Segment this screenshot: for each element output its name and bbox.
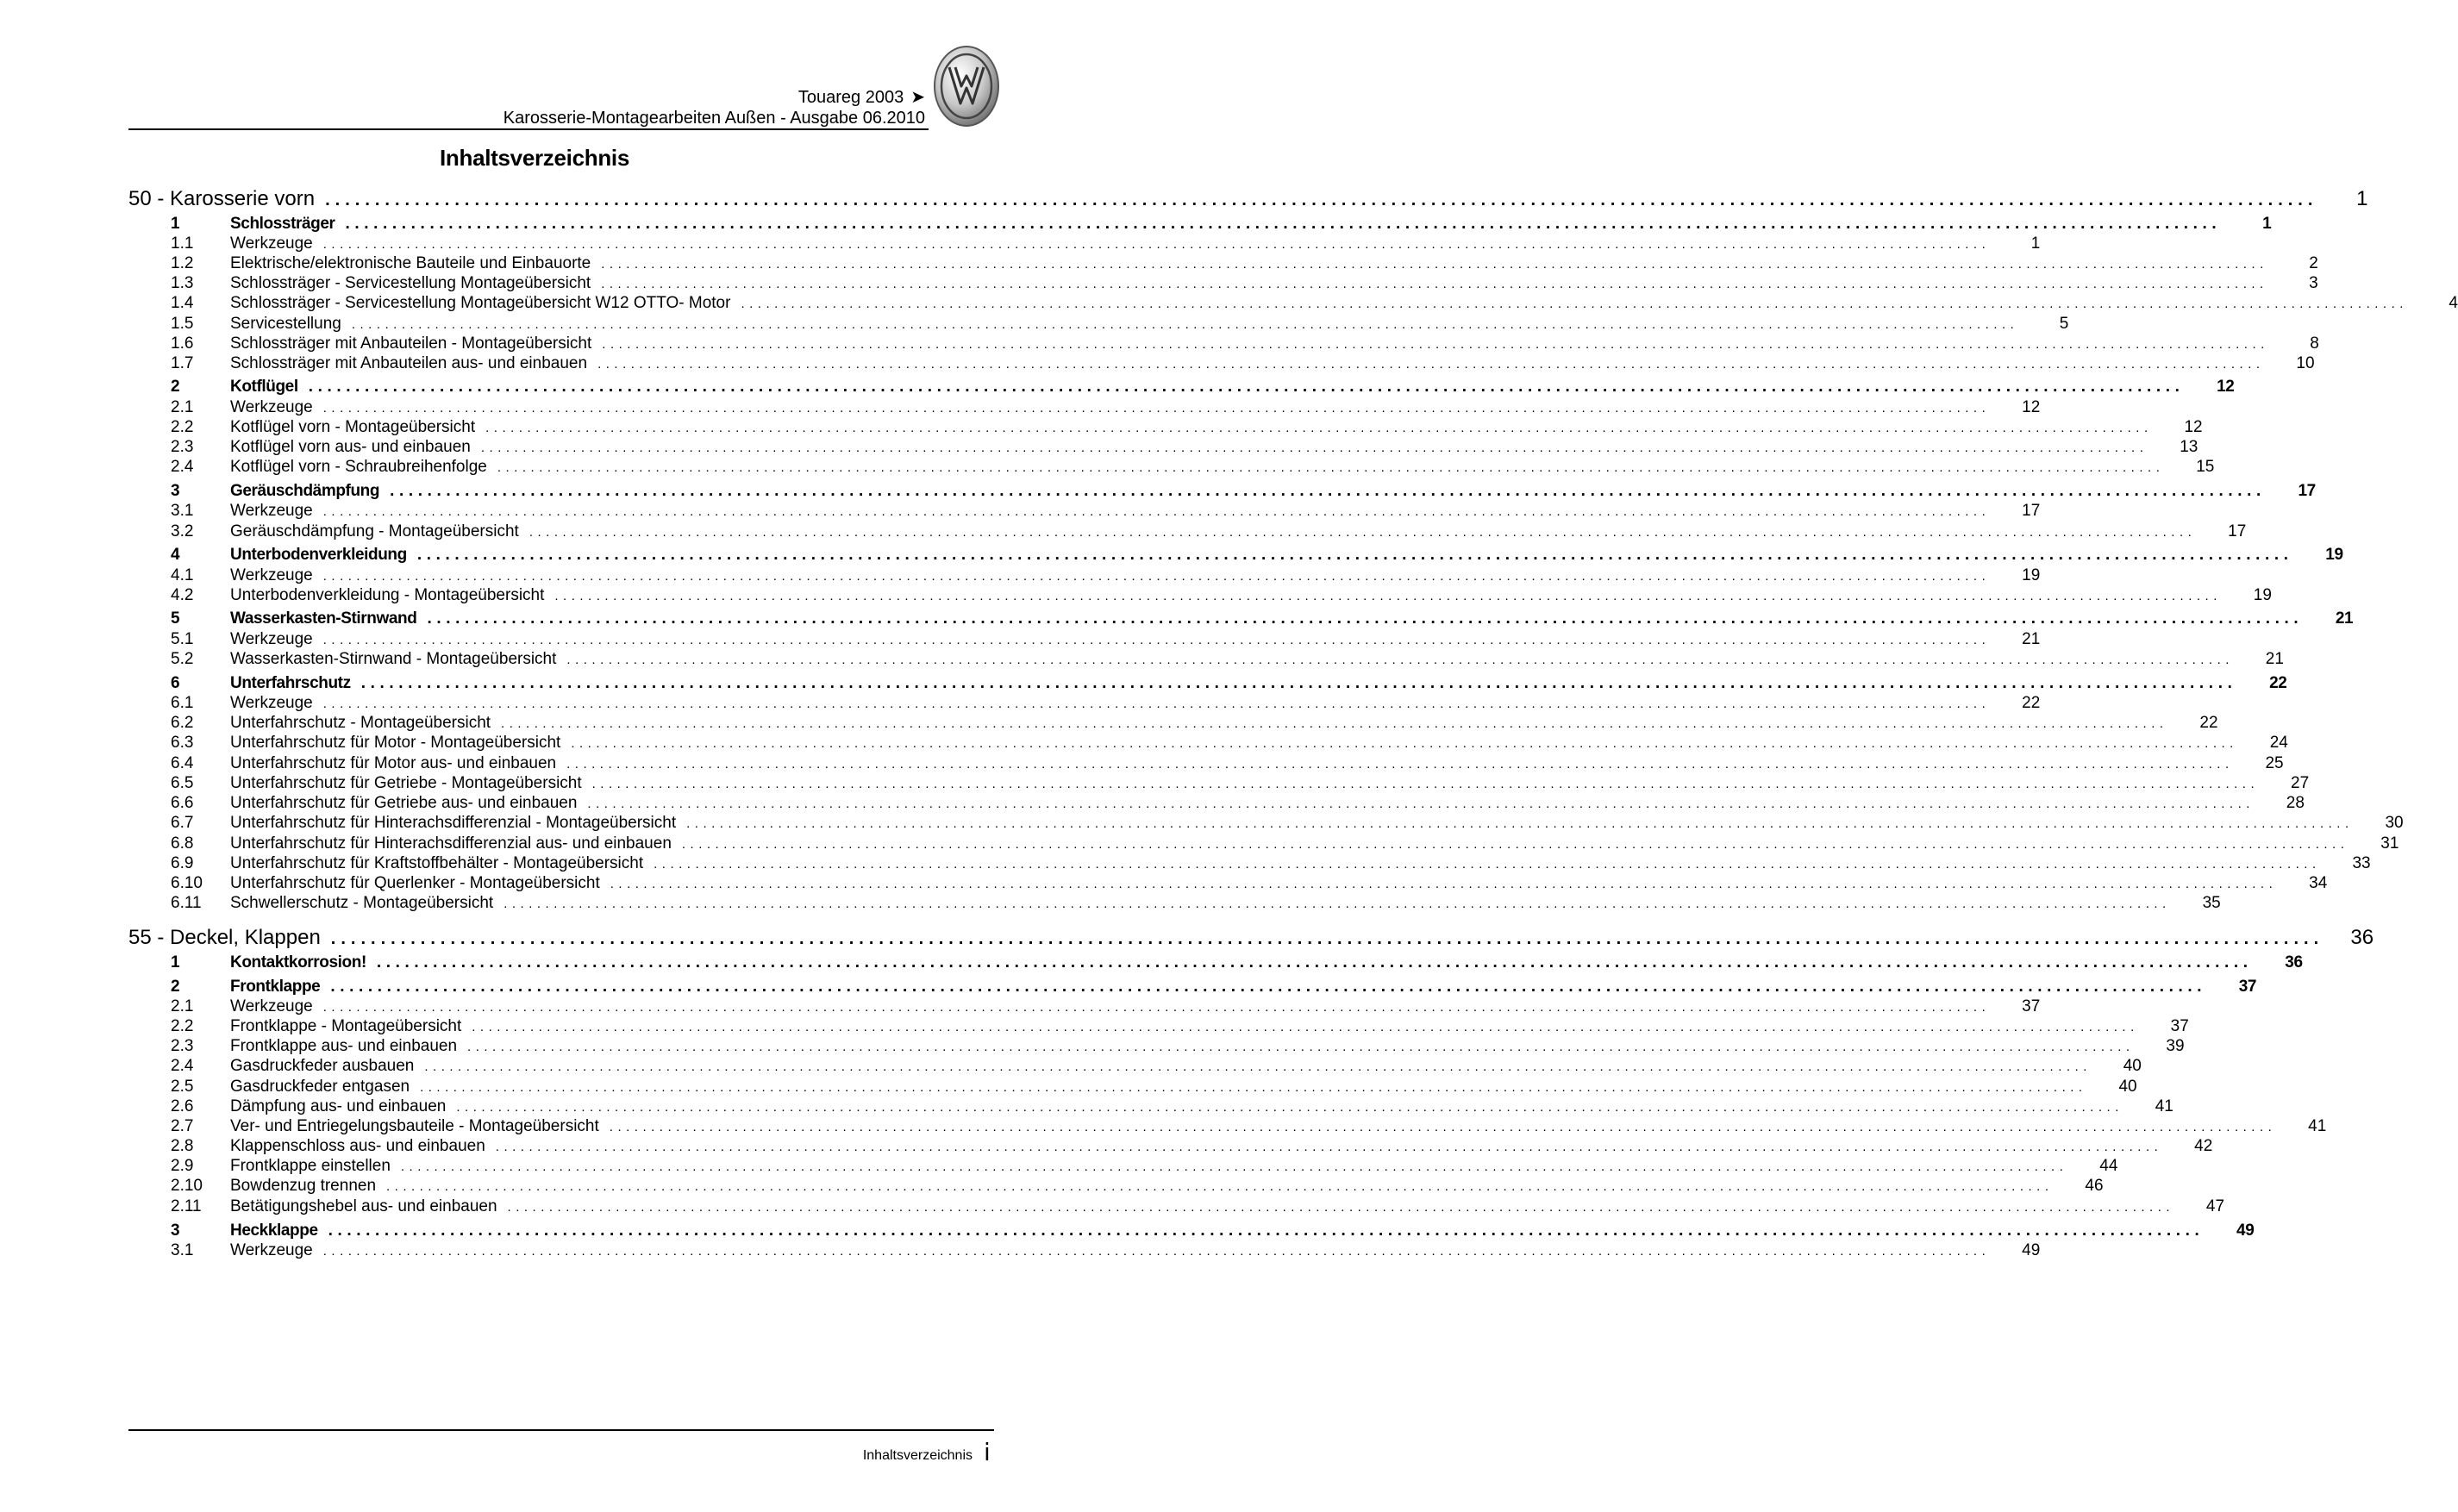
toc-entry-number: 2.9 bbox=[171, 1157, 194, 1175]
toc-entry-number: 6.9 bbox=[171, 854, 194, 872]
toc-entry-line bbox=[230, 694, 2041, 713]
toc-leader-dots: ........................................................................................................................................................................................................ bbox=[351, 317, 2019, 332]
toc-entry-number: 2.3 bbox=[171, 438, 194, 456]
toc-entry-title: Kontaktkorrosion! bbox=[230, 953, 366, 972]
toc-entry-title: Servicestellung bbox=[230, 315, 341, 333]
toc-entry-line bbox=[230, 834, 2399, 853]
toc-entry-title: 55 - Deckel, Klappen bbox=[128, 926, 321, 949]
toc-entry-page: 40 bbox=[2123, 1057, 2142, 1075]
toc-leader-dots: ........................................................................................................................................................................................................ bbox=[400, 1159, 2068, 1174]
toc-leader-dots: ........................................................................................................................................................................................................ bbox=[386, 1179, 2054, 1194]
toc-entry-line bbox=[128, 187, 2368, 211]
toc-entry-number: 3.1 bbox=[171, 1241, 194, 1259]
toc-leader-dots: ........................................................................................................................................................................................................ bbox=[480, 440, 2148, 455]
toc-entry-line bbox=[230, 794, 2305, 813]
toc-leader-dots: ........................................................................................................................................................................................................ bbox=[416, 546, 2293, 564]
toc-entry-line bbox=[230, 418, 2203, 437]
toc-entry-page: 5 bbox=[2059, 315, 2069, 333]
toc-subsection-row[interactable] bbox=[128, 1241, 2041, 1264]
toc-entry-page: 2 bbox=[2309, 254, 2318, 272]
toc-entry-page: 22 bbox=[2269, 674, 2287, 692]
toc-entry-number: 2.1 bbox=[171, 398, 194, 416]
toc-subsection-row[interactable] bbox=[128, 734, 2288, 756]
toc-entry-line bbox=[230, 315, 2069, 334]
toc-leader-dots: ........................................................................................................................................................................................................ bbox=[376, 953, 2253, 972]
toc-entry-page: 19 bbox=[2325, 546, 2343, 564]
toc-subsection-row[interactable] bbox=[128, 1197, 2225, 1220]
toc-leader-dots: ........................................................................................................................................................................................................ bbox=[322, 697, 1991, 711]
toc-entry-number: 2.5 bbox=[171, 1078, 194, 1096]
toc-entry-page: 36 bbox=[2350, 926, 2374, 949]
toc-entry-title: Kotflügel vorn - Montageübersicht bbox=[230, 418, 476, 436]
toc-entry-line bbox=[230, 502, 2041, 521]
toc-entry-number: 2.6 bbox=[171, 1097, 194, 1115]
toc-entry-page: 4 bbox=[2449, 294, 2458, 312]
page-title: Inhaltsverzeichnis bbox=[439, 145, 630, 171]
toc-entry-title: Wasserkasten-Stirnwand bbox=[230, 609, 417, 628]
toc-entry-title: Gasdruckfeder ausbauen bbox=[230, 1057, 415, 1075]
toc-entry-line bbox=[230, 1177, 2104, 1196]
toc-entry-page: 49 bbox=[2022, 1241, 2041, 1259]
toc-leader-dots: ........................................................................................................................................................................................................ bbox=[571, 736, 2238, 751]
toc-leader-dots: ........................................................................................................................................................................................................ bbox=[322, 504, 1991, 519]
toc-entry-page: 25 bbox=[2265, 754, 2284, 772]
toc-leader-dots: ........................................................................................................................................................................................................ bbox=[330, 929, 2324, 948]
toc-entry-number: 1 bbox=[171, 215, 180, 233]
toc-entry-line bbox=[230, 1078, 2137, 1097]
toc-entry-title: Geräuschdämpfung bbox=[230, 482, 380, 500]
toc-entry-page: 17 bbox=[2228, 522, 2247, 540]
toc-leader-dots: ........................................................................................................................................................................................................ bbox=[322, 1244, 1991, 1259]
toc-entry-page: 1 bbox=[2262, 215, 2272, 233]
toc-entry-title: Heckklappe bbox=[230, 1221, 318, 1240]
toc-entry-title: Unterfahrschutz - Montageübersicht bbox=[230, 714, 491, 732]
toc-entry-page: 1 bbox=[2030, 234, 2041, 253]
toc-entry-title: Unterfahrschutz für Kraftstoffbehälter - Montageübersicht bbox=[230, 854, 644, 872]
toc-subsection-row[interactable] bbox=[128, 522, 2247, 545]
toc-entry-number: 2.11 bbox=[171, 1197, 202, 1215]
toc-entry-line bbox=[230, 398, 2041, 417]
toc-entry-page: 39 bbox=[2166, 1037, 2185, 1055]
toc-entry-number: 6.7 bbox=[171, 814, 194, 832]
toc-entry-number: 6.2 bbox=[171, 714, 194, 732]
toc-entry-title: Schwellerschutz - Montageübersicht bbox=[230, 894, 494, 912]
toc-entry-title: Werkzeuge bbox=[230, 997, 313, 1015]
toc-subsection-row[interactable] bbox=[128, 814, 2404, 836]
toc-leader-dots: ........................................................................................................................................................................................................ bbox=[322, 1000, 1991, 1015]
toc-subsection-row[interactable] bbox=[128, 650, 2284, 672]
toc-entry-title: Elektrische/elektronische Bauteile und Einbauorte bbox=[230, 254, 591, 272]
toc-entry-number: 4 bbox=[171, 546, 180, 564]
toc-entry-title: Betätigungshebel aus- und einbauen bbox=[230, 1197, 497, 1215]
toc-entry-number: 6.3 bbox=[171, 734, 194, 752]
toc-entry-line bbox=[230, 674, 2287, 693]
toc-entry-number: 2.7 bbox=[171, 1117, 194, 1135]
toc-entry-title: Werkzeuge bbox=[230, 694, 313, 712]
toc-leader-dots: ........................................................................................................................................................................................................ bbox=[602, 337, 2269, 352]
toc-entry-title: Ver- und Entriegelungsbauteile - Montageübersicht bbox=[230, 1117, 599, 1135]
toc-entry-page: 36 bbox=[2285, 953, 2303, 972]
toc-entry-title: Werkzeuge bbox=[230, 630, 313, 648]
toc-leader-dots: ........................................................................................................................................................................................................ bbox=[390, 482, 2266, 500]
toc-leader-dots: ........................................................................................................................................................................................................ bbox=[597, 357, 2265, 372]
toc-entry-line bbox=[230, 254, 2318, 273]
toc-entry-line bbox=[230, 814, 2404, 833]
toc-entry-page: 12 bbox=[2217, 378, 2235, 396]
toc-subsection-row[interactable] bbox=[128, 1177, 2104, 1199]
toc-entry-title: Frontklappe einstellen bbox=[230, 1157, 391, 1175]
toc-entry-title: Frontklappe - Montageübersicht bbox=[230, 1017, 462, 1035]
toc-section-row[interactable] bbox=[128, 378, 2235, 400]
toc-subsection-row[interactable] bbox=[128, 894, 2221, 916]
toc-entry-line bbox=[230, 894, 2221, 913]
toc-entry-page: 15 bbox=[2196, 458, 2215, 476]
toc-section-row[interactable] bbox=[128, 953, 2303, 976]
toc-entry-page: 17 bbox=[2298, 482, 2316, 500]
toc-entry-number: 2 bbox=[171, 978, 180, 996]
toc-entry-title: Unterbodenverkleidung - Montageübersicht bbox=[230, 586, 545, 604]
toc-entry-number: 6 bbox=[171, 674, 180, 692]
toc-entry-title: Unterfahrschutz für Getriebe - Montageübersicht bbox=[230, 774, 582, 792]
toc-entry-number: 4.1 bbox=[171, 566, 194, 584]
toc-entry-page: 41 bbox=[2308, 1117, 2327, 1135]
toc-entry-line bbox=[230, 438, 2198, 457]
toc-leader-dots: ........................................................................................................................................................................................................ bbox=[472, 1020, 2139, 1034]
toc-entry-title: Geräuschdämpfung - Montageübersicht bbox=[230, 522, 519, 540]
toc-entry-line bbox=[230, 1017, 2189, 1036]
toc-entry-number: 1.5 bbox=[171, 315, 194, 333]
toc-leader-dots: ........................................................................................................................................................................................................ bbox=[686, 816, 2354, 831]
toc-entry-page: 12 bbox=[2022, 398, 2041, 416]
toc-leader-dots: ........................................................................................................................................................................................................ bbox=[654, 857, 2321, 872]
toc-entry-page: 34 bbox=[2309, 874, 2328, 892]
toc-entry-page: 13 bbox=[2180, 438, 2198, 456]
toc-subsection-row[interactable] bbox=[128, 1057, 2142, 1079]
toc-entry-number: 2.2 bbox=[171, 418, 194, 436]
toc-entry-title: Unterfahrschutz für Hinterachsdifferenzial aus- und einbauen bbox=[230, 834, 672, 853]
toc-entry-line bbox=[230, 1137, 2213, 1156]
toc-leader-dots: ........................................................................................................................................................................................................ bbox=[681, 837, 2349, 852]
toc-entry-line bbox=[230, 630, 2041, 649]
toc-entry-page: 42 bbox=[2194, 1137, 2213, 1155]
toc-entry-page: 37 bbox=[2238, 978, 2257, 996]
toc-leader-dots: ........................................................................................................................................................................................................ bbox=[609, 1120, 2277, 1134]
toc-entry-number: 2.10 bbox=[171, 1177, 203, 1195]
toc-entry-page: 27 bbox=[2291, 774, 2310, 792]
toc-leader-dots: ........................................................................................................................................................................................................ bbox=[308, 378, 2185, 396]
toc-entry-number: 2.8 bbox=[171, 1137, 194, 1155]
toc-entry-number: 6.1 bbox=[171, 694, 194, 712]
toc-entry-title: Schlossträger mit Anbauteilen - Montageübersicht bbox=[230, 334, 592, 353]
toc-entry-page: 17 bbox=[2022, 502, 2041, 520]
toc-chapter-row[interactable] bbox=[128, 187, 2368, 215]
toc-entry-line bbox=[230, 546, 2343, 565]
toc-entry-title: Werkzeuge bbox=[230, 398, 313, 416]
toc-entry-page: 33 bbox=[2352, 854, 2371, 872]
toc-leader-dots: ........................................................................................................................................................................................................ bbox=[485, 421, 2153, 435]
toc-entry-number: 6.5 bbox=[171, 774, 194, 792]
toc-leader-dots: ........................................................................................................................................................................................................ bbox=[345, 215, 2222, 233]
toc-entry-page: 1 bbox=[2356, 187, 2368, 210]
toc-entry-page: 35 bbox=[2202, 894, 2221, 912]
toc-section-row[interactable] bbox=[128, 609, 2354, 632]
toc-entry-page: 37 bbox=[2170, 1017, 2189, 1035]
toc-entry-line bbox=[230, 997, 2041, 1016]
toc-leader-dots: ........................................................................................................................................................................................................ bbox=[587, 797, 2255, 811]
toc-entry-page: 21 bbox=[2265, 650, 2284, 668]
toc-entry-page: 47 bbox=[2205, 1197, 2225, 1215]
toc-entry-line bbox=[230, 482, 2316, 501]
toc-entry-number: 1.7 bbox=[171, 354, 194, 372]
toc-entry-title: Unterfahrschutz für Getriebe aus- und einbauen bbox=[230, 794, 578, 812]
toc-entry-number: 1.4 bbox=[171, 294, 194, 312]
toc-leader-dots: ........................................................................................................................................................................................................ bbox=[427, 609, 2304, 628]
toc-entry-line bbox=[230, 378, 2235, 397]
toc-entry-line bbox=[230, 1097, 2173, 1116]
toc-entry-number: 3 bbox=[171, 482, 180, 500]
toc-leader-dots: ........................................................................................................................................................................................................ bbox=[322, 401, 1991, 415]
toc-entry-title: Dämpfung aus- und einbauen bbox=[230, 1097, 447, 1115]
toc-entry-page: 22 bbox=[2199, 714, 2218, 732]
toc-chapter-row[interactable] bbox=[128, 926, 2374, 953]
toc-entry-title: Kotflügel vorn aus- und einbauen bbox=[230, 438, 471, 456]
toc-leader-dots: ........................................................................................................................................................................................................ bbox=[322, 569, 1991, 584]
toc-entry-title: Schlossträger - Servicestellung Montageübersicht bbox=[230, 274, 591, 292]
toc-entry-line bbox=[230, 650, 2284, 669]
toc-subsection-row[interactable] bbox=[128, 458, 2215, 480]
footer-page-number: i bbox=[984, 1438, 991, 1466]
toc-entry-number: 3.1 bbox=[171, 502, 194, 520]
toc-entry-title: Frontklappe aus- und einbauen bbox=[230, 1037, 458, 1055]
toc-entry-title: Unterfahrschutz für Querlenker - Montageübersicht bbox=[230, 874, 600, 892]
toc-entry-title: Klappenschloss aus- und einbauen bbox=[230, 1137, 485, 1155]
toc-entry-line bbox=[230, 522, 2247, 541]
toc-entry-title: Werkzeuge bbox=[230, 502, 313, 520]
toc-entry-line bbox=[230, 274, 2318, 293]
toc-leader-dots: ........................................................................................................................................................................................................ bbox=[554, 589, 2222, 603]
toc-entry-number: 3.2 bbox=[171, 522, 194, 540]
toc-entry-page: 24 bbox=[2269, 734, 2288, 752]
toc-entry-title: Unterfahrschutz für Hinterachsdifferenzial - Montageübersicht bbox=[230, 814, 677, 832]
toc-leader-dots: ........................................................................................................................................................................................................ bbox=[456, 1100, 2123, 1115]
toc-entry-page: 3 bbox=[2309, 274, 2318, 292]
toc-entry-page: 12 bbox=[2184, 418, 2203, 436]
toc-entry-line bbox=[230, 1241, 2041, 1260]
toc-entry-line bbox=[128, 926, 2374, 950]
toc-entry-title: Unterfahrschutz für Motor aus- und einbauen bbox=[230, 754, 557, 772]
toc-entry-page: 28 bbox=[2286, 794, 2305, 812]
toc-leader-dots: ........................................................................................................................................................................................................ bbox=[328, 1221, 2205, 1240]
toc-entry-title: Unterfahrschutz bbox=[230, 674, 351, 692]
header-model-text: Touareg 2003 bbox=[797, 88, 904, 107]
toc-entry-page: 46 bbox=[2085, 1177, 2104, 1195]
toc-leader-dots: ........................................................................................................................................................................................................ bbox=[601, 257, 2268, 272]
toc-entry-number: 6.8 bbox=[171, 834, 194, 853]
toc-entry-line bbox=[230, 1157, 2118, 1176]
toc-entry-page: 19 bbox=[2253, 586, 2272, 604]
toc-entry-line bbox=[230, 566, 2041, 585]
toc-leader-dots: ........................................................................................................................................................................................................ bbox=[741, 297, 2408, 311]
toc-entry-line bbox=[230, 215, 2272, 234]
toc-entry-title: Schlossträger bbox=[230, 215, 335, 233]
toc-entry-line bbox=[230, 1037, 2185, 1056]
toc-leader-dots: ........................................................................................................................................................................................................ bbox=[497, 460, 2165, 475]
toc-entry-number: 6.11 bbox=[171, 894, 202, 912]
toc-entry-title: Kotflügel vorn - Schraubreihenfolge bbox=[230, 458, 487, 476]
toc-entry-line bbox=[230, 734, 2288, 753]
toc-entry-number: 2 bbox=[171, 378, 180, 396]
toc-leader-dots: ........................................................................................................................................................................................................ bbox=[360, 674, 2237, 692]
toc-entry-line bbox=[230, 774, 2310, 793]
toc-entry-title: 50 - Karosserie vorn bbox=[128, 187, 316, 210]
toc-entry-line bbox=[230, 294, 2458, 313]
toc-entry-line bbox=[230, 1057, 2142, 1076]
toc-entry-title: Gasdruckfeder entgasen bbox=[230, 1078, 410, 1096]
toc-leader-dots: ........................................................................................................................................................................................................ bbox=[566, 757, 2234, 772]
toc-entry-line bbox=[230, 714, 2218, 733]
toc-entry-title: Wasserkasten-Stirnwand - Montageübersicht bbox=[230, 650, 557, 668]
toc-entry-number: 6.6 bbox=[171, 794, 194, 812]
toc-entry-number: 6.4 bbox=[171, 754, 194, 772]
toc-entry-page: 10 bbox=[2296, 354, 2315, 372]
toc-entry-number: 5.1 bbox=[171, 630, 194, 648]
toc-entry-number: 6.10 bbox=[171, 874, 203, 892]
toc-entry-page: 8 bbox=[2310, 334, 2319, 353]
toc-entry-line bbox=[230, 234, 2041, 253]
toc-entry-number: 1.1 bbox=[171, 234, 194, 253]
toc-entry-line bbox=[230, 458, 2215, 477]
footer-divider bbox=[128, 1429, 994, 1431]
toc-entry-number: 1.6 bbox=[171, 334, 194, 353]
toc-entry-page: 37 bbox=[2022, 997, 2041, 1015]
toc-leader-dots: ........................................................................................................................................................................................................ bbox=[601, 277, 2268, 291]
toc-entry-line bbox=[230, 1117, 2327, 1136]
toc-entry-number: 5 bbox=[171, 609, 180, 628]
toc-entry-number: 1.2 bbox=[171, 254, 194, 272]
toc-entry-line bbox=[230, 1221, 2255, 1240]
toc-entry-number: 2.2 bbox=[171, 1017, 194, 1035]
footer-label: Inhaltsverzeichnis bbox=[862, 1448, 973, 1463]
toc-leader-dots: ........................................................................................................................................................................................................ bbox=[507, 1200, 2175, 1215]
toc-entry-title: Werkzeuge bbox=[230, 234, 313, 253]
toc-entry-title: Kotflügel bbox=[230, 378, 298, 396]
toc-subsection-row[interactable] bbox=[128, 354, 2315, 377]
toc-leader-dots: ........................................................................................................................................................................................................ bbox=[325, 191, 2318, 209]
toc-entry-title: Unterbodenverkleidung bbox=[230, 546, 407, 564]
toc-entry-title: Werkzeuge bbox=[230, 566, 313, 584]
toc-entry-line bbox=[230, 953, 2303, 972]
toc-entry-line bbox=[230, 754, 2284, 773]
toc-subsection-row[interactable] bbox=[128, 294, 2458, 316]
toc-subsection-row[interactable] bbox=[128, 502, 2041, 524]
toc-entry-title: Bowdenzug trennen bbox=[230, 1177, 377, 1195]
toc-entry-number: 2.4 bbox=[171, 458, 194, 476]
toc-entry-number: 1 bbox=[171, 953, 180, 972]
toc-subsection-row[interactable] bbox=[128, 586, 2272, 609]
toc-entry-page: 31 bbox=[2380, 834, 2399, 853]
toc-entry-number: 3 bbox=[171, 1221, 180, 1240]
toc-entry-title: Schlossträger mit Anbauteilen aus- und einbauen bbox=[230, 354, 588, 372]
toc-entry-number: 2.3 bbox=[171, 1037, 194, 1055]
toc-leader-dots: ........................................................................................................................................................................................................ bbox=[591, 777, 2260, 791]
toc-entry-line bbox=[230, 354, 2315, 373]
toc-entry-page: 19 bbox=[2022, 566, 2041, 584]
toc-entry-title: Werkzeuge bbox=[230, 1241, 313, 1259]
toc-entry-page: 21 bbox=[2335, 609, 2354, 628]
toc-entry-number: 5.2 bbox=[171, 650, 194, 668]
toc-entry-number: 2.4 bbox=[171, 1057, 194, 1075]
toc-leader-dots: ........................................................................................................................................................................................................ bbox=[330, 978, 2207, 996]
toc-entry-line bbox=[230, 874, 2328, 893]
toc-entry-number: 4.2 bbox=[171, 586, 194, 604]
toc-entry-number: 2.1 bbox=[171, 997, 194, 1015]
toc-entry-title: Frontklappe bbox=[230, 978, 321, 996]
header-arrow-icon: ➤ bbox=[910, 88, 925, 107]
toc-entry-page: 30 bbox=[2385, 814, 2404, 832]
toc-entry-line bbox=[230, 609, 2354, 628]
toc-section-row[interactable] bbox=[128, 546, 2343, 568]
header-subtitle: Karosserie-Montagearbeiten Außen - Ausgabe 06.2010 bbox=[503, 109, 925, 128]
toc-leader-dots: ........................................................................................................................................................................................................ bbox=[566, 653, 2234, 667]
toc-entry-line bbox=[230, 854, 2371, 873]
toc-leader-dots: ........................................................................................................................................................................................................ bbox=[467, 1040, 2135, 1054]
toc-leader-dots: ........................................................................................................................................................................................................ bbox=[424, 1059, 2092, 1074]
toc-entry-title: Schlossträger - Servicestellung Montageübersicht W12 OTTO- Motor bbox=[230, 294, 731, 312]
toc-leader-dots: ........................................................................................................................................................................................................ bbox=[322, 633, 1991, 647]
toc-leader-dots: ........................................................................................................................................................................................................ bbox=[610, 877, 2278, 891]
toc-entry-title: Unterfahrschutz für Motor - Montageübersicht bbox=[230, 734, 561, 752]
toc-entry-page: 21 bbox=[2022, 630, 2041, 648]
toc-entry-page: 41 bbox=[2155, 1097, 2173, 1115]
toc-leader-dots: ........................................................................................................................................................................................................ bbox=[503, 897, 2171, 911]
toc-entry-line bbox=[230, 978, 2257, 997]
toc-entry-line bbox=[230, 334, 2319, 353]
toc-entry-line bbox=[230, 586, 2272, 605]
toc-leader-dots: ........................................................................................................................................................................................................ bbox=[420, 1080, 2087, 1095]
toc-entry-page: 40 bbox=[2118, 1078, 2137, 1096]
toc-entry-page: 49 bbox=[2236, 1221, 2255, 1240]
toc-leader-dots: ........................................................................................................................................................................................................ bbox=[495, 1140, 2163, 1154]
toc-entry-number: 1.3 bbox=[171, 274, 194, 292]
toc-leader-dots: ........................................................................................................................................................................................................ bbox=[501, 716, 2168, 731]
toc-leader-dots: ........................................................................................................................................................................................................ bbox=[529, 525, 2197, 540]
toc-leader-dots: ........................................................................................................................................................................................................ bbox=[322, 237, 1991, 252]
toc-entry-page: 44 bbox=[2099, 1157, 2118, 1175]
toc-entry-page: 22 bbox=[2022, 694, 2041, 712]
toc-entry-line bbox=[230, 1197, 2225, 1216]
